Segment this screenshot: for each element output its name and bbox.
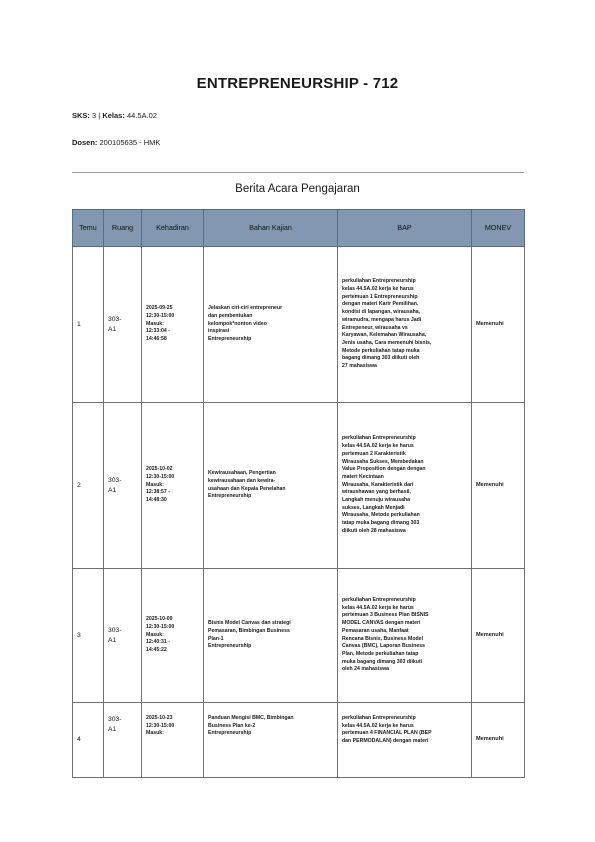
cell-bap: perkuliahan Entrepreneurship kelas 44.5A.02 kerja ke harus pertemuan 1 Entrepreneurship dengan materi Karir Pemilihan, kondisi di lapangan, wirausaha, wiramudra, mengapa harus Jadi Entrepeneur, wirausaha vs Karyawan, Kelemahan Wirausaha, Jenis usaha, Cara memenuhi bisnis, Metode perkuliahan tatap muka bagang dimang 303 diikuti oleh 27 mahasiswa (338, 247, 472, 403)
cell-ruang: 303- A1 (104, 247, 142, 403)
cell-monev: Memenuhi (472, 569, 525, 703)
table-header-row (73, 210, 525, 247)
cell-bap: perkuliahan Entrepreneurship kelas 44.5A.02 kerja ke harus pertemuan 3 Business Plan BISNIS MODEL CANVAS dengan materi Pemasaran usaha, Manfaat Rencana Bisnis, Business Model Canvas (BMC), Laporan Business Plan, Metode perkuliahan tatap muka bagang dimang 303 diikuti oleh 24 mahasiswa (338, 569, 472, 703)
table-row (73, 569, 525, 703)
cell-bahan-kajian: Panduan Mengisi BMC, Bimbingan Business Plan ke-2 Entrepreneurship (204, 703, 338, 778)
meta-separator: | (98, 111, 101, 120)
table-row (73, 703, 525, 778)
section-title: Berita Acara Pengajaran (235, 183, 360, 195)
cell-bahan-kajian: Kewirausahaan, Pengertian kewirausahaan dan kewira- usahaan dan Kepala Penelahan Entrepreneurship (204, 403, 338, 569)
cell-temu: 1 (73, 247, 104, 403)
cell-bahan-kajian: Jelaskan ciri-ciri entrepreneur dan pembentukan kelompok*nonton video inspirasi Entrepreneurship (204, 247, 338, 403)
cell-kehadiran: 2025-10-23 12:30-15:00 Masuk: (142, 703, 204, 778)
cell-ruang: 303- A1 (104, 403, 142, 569)
cell-kehadiran: 2025-10-02 12:30-15:00 Masuk: 12:38:57 - 14:48:30 (142, 403, 204, 569)
table-row (73, 403, 525, 569)
header-kehadiran: Kehadiran (142, 210, 204, 247)
cell-bap: perkuliahan Entrepreneurship kelas 44.5A.02 kerja ke harus pertemuan 4 FINANCIAL PLAN (BEP dan PERMODALAN) dengan materi (338, 703, 472, 778)
header-bap: BAP (338, 210, 472, 247)
kelas-value: 44.5A.02 (126, 111, 157, 120)
cell-ruang: 303- A1 (104, 703, 142, 778)
bap-table (72, 209, 525, 778)
table-row (73, 247, 525, 403)
course-meta-dosen (72, 138, 160, 147)
sks-label: SKS: (72, 111, 90, 120)
cell-monev: Memenuhi (472, 403, 525, 569)
cell-temu: 4 (73, 703, 104, 778)
header-monev: MONEV (472, 210, 525, 247)
kelas-label: Kelas: (102, 111, 125, 120)
cell-bahan-kajian: Bisnis Model Canvas dan strategi Pemasaran, Bimbingan Business Plan-1 Entrepreneurship (204, 569, 338, 703)
dosen-label: Dosen: (72, 138, 98, 147)
cell-monev: Memenuhi (472, 247, 525, 403)
course-meta-sks-kelas (72, 111, 157, 120)
header-ruang: Ruang (104, 210, 142, 247)
horizontal-divider (72, 172, 524, 173)
dosen-value: 200105635 - HMK (99, 138, 161, 147)
cell-bap: perkuliahan Entrepreneurship kelas 44.5A.02 kerja ke harus pertemuan 2 Karakteristik Wirausaha Sukses, Membedakan Value Proposition dengan dengan materi Kecintaan Wirausaha, Karakteristik dari wiraushawan yang berhasil, Langkah menuju wirausaha sukses, Langkah Menjadi Wirausaha, Metode perkuliahan tatap muka bagang dimang 303 diikuti oleh 28 mahasiswa (338, 403, 472, 569)
header-bahan-kajian: Bahan Kajian (204, 210, 338, 247)
cell-temu: 3 (73, 569, 104, 703)
cell-temu: 2 (73, 403, 104, 569)
cell-kehadiran: 2025-09-25 12:30-15:00 Masuk: 12:33:04 - 14:46:58 (142, 247, 204, 403)
header-temu: Temu (73, 210, 104, 247)
cell-ruang: 303- A1 (104, 569, 142, 703)
cell-monev: Memenuhi (472, 703, 525, 778)
sks-value: 3 (92, 111, 97, 120)
course-title: ENTREPRENEURSHIP - 712 (196, 75, 399, 92)
cell-kehadiran: 2025-10-09 12:30-15:00 Masuk: 12:40:31 - 14:45:22 (142, 569, 204, 703)
